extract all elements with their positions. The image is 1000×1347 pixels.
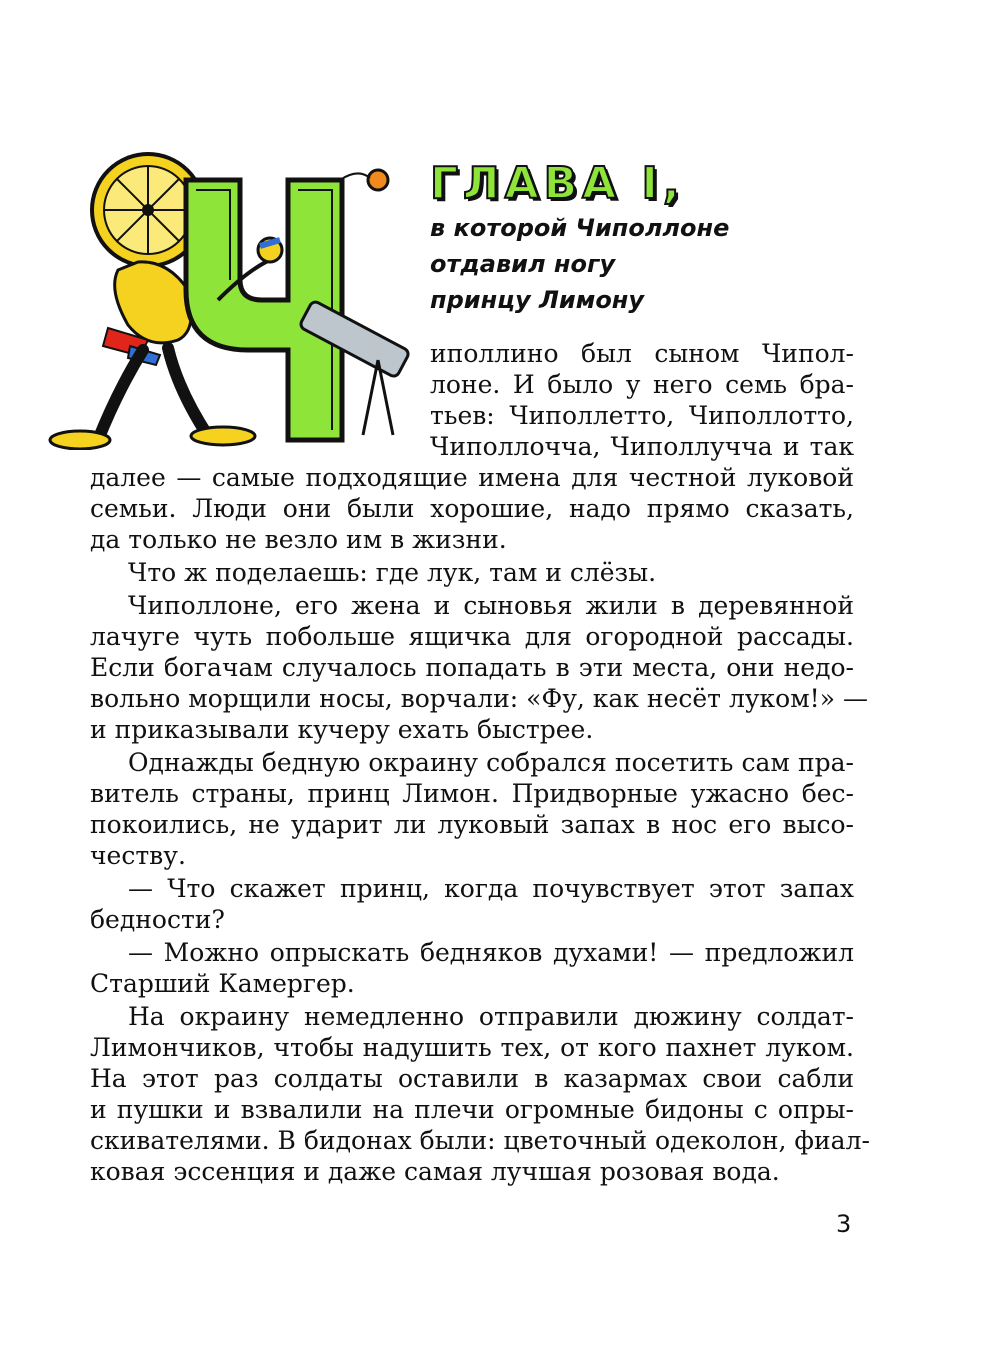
text-line: вольно морщили носы, ворчали: «Фу, как несёт луком!» — [90, 684, 868, 713]
text-line: На этот раз солдаты оставили в казармах свои сабли [90, 1064, 854, 1093]
text-line: и приказывали кучеру ехать быстрее. [90, 715, 594, 744]
text-line: лоне. И было у него семь бра- [430, 370, 854, 399]
text-line: Если богачам случалось попадать в эти места, они недо- [90, 653, 854, 682]
text-line: бедности? [90, 905, 225, 934]
text-line: скивателями. В бидонах были: цветочный одеколон, фиал- [90, 1126, 870, 1155]
text-line: честву. [90, 841, 186, 870]
chapter-subtitle [430, 210, 770, 318]
text-line: Чиполлоне, его жена и сыновья жили в деревянной [128, 591, 854, 620]
text-line: ковая эссенция и даже самая лучшая розовая вода. [90, 1157, 780, 1186]
subtitle-line: отдавил ногу [430, 250, 616, 278]
drop-cap-illustration [48, 150, 428, 450]
text-line: лачуге чуть побольше ящичка для огородной рассады. [90, 622, 854, 651]
text-line: и пушки и взвалили на плечи огромные бидоны с опры- [90, 1095, 854, 1124]
text-line: далее — самые подходящие имена для честной луковой [90, 463, 854, 492]
text-line: семьи. Люди они были хорошие, надо прямо сказать, [90, 494, 854, 523]
text-line: да только не везло им в жизни. [90, 525, 507, 554]
text-line: Однажды бедную окраину собрался посетить сам пра- [128, 748, 854, 777]
chapter-title: ГЛАВА I, [430, 158, 685, 209]
subtitle-line: в которой Чиполлоне [430, 214, 730, 242]
subtitle-line: принцу Лимону [430, 286, 645, 314]
text-line: иполлино был сыном Чипол- [430, 339, 854, 368]
text-line: Чиполлочча, Чиполлучча и так [430, 432, 854, 461]
text-line: На окраину немедленно отправили дюжину солдат- [128, 1002, 854, 1031]
text-line: — Можно опрыскать бедняков духами! — предложил [128, 938, 854, 967]
page-number: 3 [836, 1210, 852, 1238]
text-line: покоились, не ударит ли луковый запах в нос его высо- [90, 810, 854, 839]
text-line: — Что скажет принц, когда почувствует этот запах [128, 874, 854, 903]
text-line: Старший Камергер. [90, 969, 355, 998]
text-line: Что ж поделаешь: где лук, там и слёзы. [128, 558, 657, 587]
text-line: витель страны, принц Лимон. Придворные ужасно бес- [90, 779, 854, 808]
text-line: Лимончиков, чтобы надушить тех, от кого пахнет луком. [90, 1033, 854, 1062]
text-line: тьев: Чиполлетто, Чиполлотто, [430, 401, 854, 430]
